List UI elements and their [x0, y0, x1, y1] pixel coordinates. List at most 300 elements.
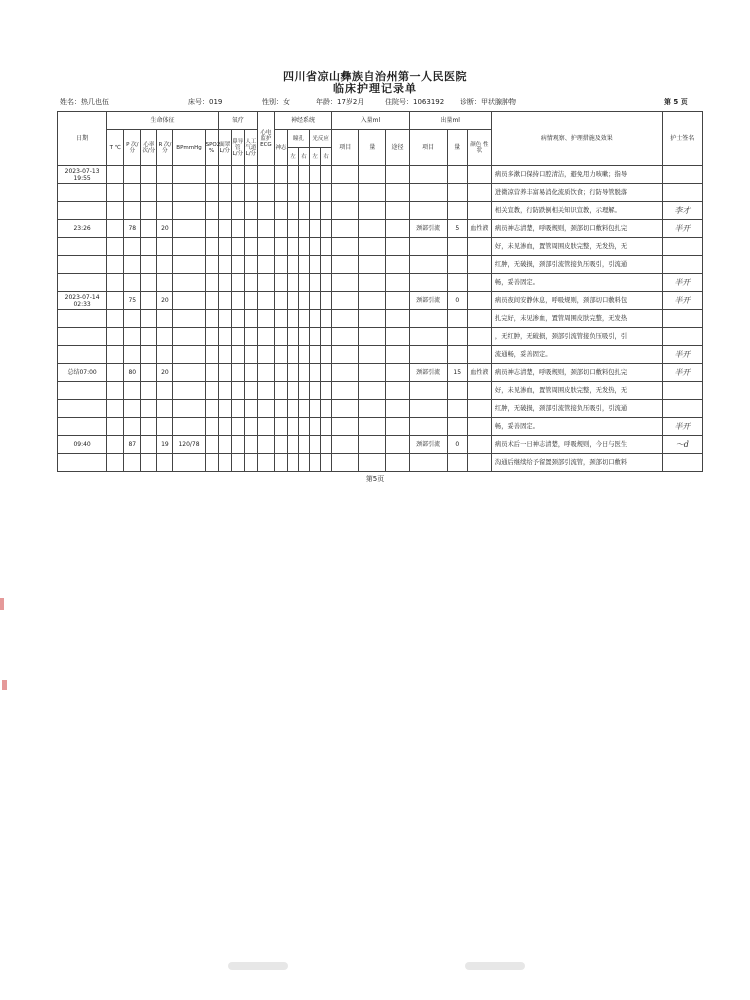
- bp-cell: [173, 202, 205, 220]
- output-color-cell: [467, 166, 491, 184]
- output-amount-cell: [447, 328, 467, 346]
- intake-amount-cell: [359, 310, 386, 328]
- heart-rate-cell: [141, 220, 157, 238]
- output-item-cell: [409, 238, 447, 256]
- mask-cell: [218, 418, 231, 436]
- table-row: [58, 310, 703, 328]
- spo2-cell: [205, 400, 218, 418]
- nurse-signature: 半开: [662, 418, 702, 436]
- reflex-right-cell: [321, 166, 332, 184]
- col-intake: 入量ml: [332, 112, 409, 130]
- pulse-cell: [124, 184, 141, 202]
- output-color-cell: [467, 436, 491, 454]
- intake-amount-cell: [359, 382, 386, 400]
- intake-route-cell: [386, 454, 409, 472]
- heart-rate-cell: [141, 256, 157, 274]
- intake-item-cell: [332, 202, 359, 220]
- resp-cell: [157, 346, 173, 364]
- output-color-cell: [467, 400, 491, 418]
- bp-cell: [173, 418, 205, 436]
- intake-item-cell: [332, 292, 359, 310]
- col-reflex-left: 左: [310, 148, 321, 166]
- consciousness-cell: [274, 310, 287, 328]
- nurse-signature: [662, 256, 702, 274]
- output-item-cell: [409, 454, 447, 472]
- consciousness-cell: [274, 436, 287, 454]
- intake-amount-cell: [359, 274, 386, 292]
- output-color-cell: [467, 328, 491, 346]
- record-time: 09:40: [73, 441, 91, 448]
- admission-number: 住院号：1063192: [385, 98, 445, 106]
- bp-cell: [173, 220, 205, 238]
- intake-item-cell: [332, 184, 359, 202]
- bp-cell: [173, 382, 205, 400]
- table-row: [58, 166, 703, 184]
- record-time: 02:33: [73, 300, 91, 308]
- observation-cell: 相关宣教，行防跌倒相关知识宣教，示理解。: [491, 202, 662, 220]
- temp-cell: [107, 436, 124, 454]
- temp-cell: [107, 328, 124, 346]
- date-cell: [58, 238, 107, 256]
- output-color-cell: [467, 346, 491, 364]
- airway-cell: [244, 436, 257, 454]
- nurse-signature: [662, 328, 702, 346]
- output-item-cell: [409, 256, 447, 274]
- pupil-left-cell: [287, 364, 298, 382]
- date-cell: [58, 310, 107, 328]
- airway-cell: [244, 166, 257, 184]
- pulse-cell: [124, 400, 141, 418]
- mask-cell: [218, 184, 231, 202]
- reflex-left-cell: [310, 166, 321, 184]
- output-item-cell: [409, 310, 447, 328]
- nasal-cell: [231, 292, 244, 310]
- output-amount-cell: [447, 256, 467, 274]
- temp-cell: [107, 400, 124, 418]
- heart-rate-cell: [141, 310, 157, 328]
- page-footer: 第5页: [365, 475, 385, 483]
- consciousness-cell: [274, 400, 287, 418]
- heart-rate-cell: [141, 364, 157, 382]
- table-row: [58, 418, 703, 436]
- mask-cell: [218, 364, 231, 382]
- consciousness-cell: [274, 418, 287, 436]
- col-output-item: 项目: [409, 130, 447, 166]
- intake-route-cell: [386, 292, 409, 310]
- intake-route-cell: [386, 328, 409, 346]
- pupil-left-cell: [287, 310, 298, 328]
- col-temp: T ℃: [107, 130, 124, 166]
- pupil-right-cell: [299, 436, 310, 454]
- output-amount-cell: [447, 382, 467, 400]
- intake-amount-cell: [359, 292, 386, 310]
- bp-cell: [173, 364, 205, 382]
- resp-cell: [157, 454, 173, 472]
- nurse-signature: [662, 184, 702, 202]
- nasal-cell: [231, 238, 244, 256]
- intake-route-cell: [386, 400, 409, 418]
- pupil-left-cell: [287, 238, 298, 256]
- mask-cell: [218, 292, 231, 310]
- pupil-left-cell: [287, 256, 298, 274]
- pulse-cell: [124, 382, 141, 400]
- ecg-cell: [257, 166, 274, 184]
- airway-cell: [244, 220, 257, 238]
- pulse-cell: [124, 274, 141, 292]
- ecg-cell: [257, 400, 274, 418]
- observation-cell: 红肿，无破损，颈部引流管接负压吸引，引流通: [491, 256, 662, 274]
- reflex-left-cell: [310, 220, 321, 238]
- output-color-cell: [467, 418, 491, 436]
- output-color-cell: [467, 382, 491, 400]
- pupil-left-cell: [287, 220, 298, 238]
- output-color-cell: [467, 184, 491, 202]
- date-cell: [58, 292, 107, 310]
- pupil-right-cell: [299, 346, 310, 364]
- spo2-cell: [205, 202, 218, 220]
- resp-cell: 20: [157, 220, 173, 238]
- heart-rate-cell: [141, 436, 157, 454]
- spo2-cell: [205, 238, 218, 256]
- resp-cell: [157, 418, 173, 436]
- temp-cell: [107, 166, 124, 184]
- spo2-cell: [205, 166, 218, 184]
- col-output-amount: 量: [447, 130, 467, 166]
- date-cell: [58, 328, 107, 346]
- date-cell: [58, 220, 107, 238]
- nurse-signature: 半开: [662, 274, 702, 292]
- col-ecg: 心电监护 ECG: [257, 112, 274, 166]
- diagnosis: 诊断：甲状腺肿物: [460, 98, 516, 106]
- observation-cell: 流通畅，妥善固定。: [491, 346, 662, 364]
- output-item-cell: 颈部引流: [409, 292, 447, 310]
- spo2-cell: [205, 292, 218, 310]
- patient-age: 年龄：17岁2月: [316, 98, 365, 106]
- col-pupil-left: 左: [287, 148, 298, 166]
- reflex-right-cell: [321, 184, 332, 202]
- output-amount-cell: [447, 310, 467, 328]
- ecg-cell: [257, 184, 274, 202]
- intake-item-cell: [332, 436, 359, 454]
- reflex-left-cell: [310, 418, 321, 436]
- pulse-cell: 80: [124, 364, 141, 382]
- col-consciousness: 神志: [274, 130, 287, 166]
- table-row: [58, 256, 703, 274]
- pupil-right-cell: [299, 400, 310, 418]
- output-color-cell: 血性液: [467, 220, 491, 238]
- ecg-cell: [257, 454, 274, 472]
- spo2-cell: [205, 364, 218, 382]
- reflex-right-cell: [321, 328, 332, 346]
- nurse-signature: [662, 454, 702, 472]
- temp-cell: [107, 310, 124, 328]
- reflex-left-cell: [310, 310, 321, 328]
- output-color-cell: [467, 454, 491, 472]
- mask-cell: [218, 166, 231, 184]
- nasal-cell: [231, 436, 244, 454]
- pupil-left-cell: [287, 382, 298, 400]
- output-item-cell: [409, 346, 447, 364]
- resp-cell: [157, 310, 173, 328]
- intake-route-cell: [386, 364, 409, 382]
- intake-item-cell: [332, 256, 359, 274]
- pulse-cell: [124, 346, 141, 364]
- consciousness-cell: [274, 364, 287, 382]
- heart-rate-cell: [141, 184, 157, 202]
- consciousness-cell: [274, 202, 287, 220]
- observation-cell: 扎完好，未见渗血，置管周围皮肤完整，无发热: [491, 310, 662, 328]
- col-vital-signs: 生命体征: [107, 112, 219, 130]
- ecg-cell: [257, 346, 274, 364]
- heart-rate-cell: [141, 400, 157, 418]
- page-number: 第 5 页: [664, 98, 688, 106]
- table-row: [58, 328, 703, 346]
- record-date: 2023-07-13: [64, 167, 100, 175]
- reflex-right-cell: [321, 310, 332, 328]
- mask-cell: [218, 310, 231, 328]
- output-amount-cell: [447, 346, 467, 364]
- airway-cell: [244, 346, 257, 364]
- reflex-left-cell: [310, 292, 321, 310]
- airway-cell: [244, 454, 257, 472]
- table-row: [58, 202, 703, 220]
- table-row: [58, 400, 703, 418]
- spo2-cell: [205, 418, 218, 436]
- mask-cell: [218, 400, 231, 418]
- pupil-right-cell: [299, 220, 310, 238]
- output-amount-cell: [447, 274, 467, 292]
- output-item-cell: [409, 382, 447, 400]
- output-amount-cell: 15: [447, 364, 467, 382]
- intake-amount-cell: [359, 436, 386, 454]
- output-amount-cell: [447, 418, 467, 436]
- scan-mark: [2, 680, 7, 690]
- nasal-cell: [231, 166, 244, 184]
- consciousness-cell: [274, 346, 287, 364]
- pulse-cell: [124, 202, 141, 220]
- date-cell: [58, 382, 107, 400]
- date-cell: [58, 400, 107, 418]
- table-row: [58, 238, 703, 256]
- table-header: [58, 112, 703, 166]
- spo2-cell: [205, 346, 218, 364]
- table-row: [58, 220, 703, 238]
- resp-cell: 20: [157, 364, 173, 382]
- intake-item-cell: [332, 454, 359, 472]
- resp-cell: [157, 382, 173, 400]
- output-amount-cell: 5: [447, 220, 467, 238]
- intake-route-cell: [386, 256, 409, 274]
- consciousness-cell: [274, 454, 287, 472]
- ecg-cell: [257, 220, 274, 238]
- temp-cell: [107, 220, 124, 238]
- observation-cell: ，无红肿，无破损，颈部引流管接负压吸引，引: [491, 328, 662, 346]
- nasal-cell: [231, 364, 244, 382]
- table-row: [58, 274, 703, 292]
- table-body: [58, 166, 703, 472]
- intake-item-cell: [332, 328, 359, 346]
- resp-cell: [157, 328, 173, 346]
- mask-cell: [218, 220, 231, 238]
- pupil-right-cell: [299, 418, 310, 436]
- ecg-cell: [257, 328, 274, 346]
- output-item-cell: [409, 328, 447, 346]
- table-row: [58, 184, 703, 202]
- temp-cell: [107, 202, 124, 220]
- reflex-left-cell: [310, 274, 321, 292]
- output-item-cell: 颈部引流: [409, 364, 447, 382]
- ecg-cell: [257, 274, 274, 292]
- col-output-color: 颜色 性状: [467, 130, 491, 166]
- col-mask: 面罩 L/分: [218, 130, 231, 166]
- spo2-cell: [205, 310, 218, 328]
- pupil-right-cell: [299, 382, 310, 400]
- intake-amount-cell: [359, 400, 386, 418]
- pupil-left-cell: [287, 328, 298, 346]
- airway-cell: [244, 400, 257, 418]
- intake-amount-cell: [359, 238, 386, 256]
- mask-cell: [218, 346, 231, 364]
- ecg-cell: [257, 310, 274, 328]
- nasal-cell: [231, 202, 244, 220]
- reflex-left-cell: [310, 256, 321, 274]
- col-spo2: SPO2 %: [205, 130, 218, 166]
- table-row: [58, 454, 703, 472]
- nurse-signature: [662, 238, 702, 256]
- spo2-cell: [205, 382, 218, 400]
- pupil-left-cell: [287, 418, 298, 436]
- pupil-left-cell: [287, 166, 298, 184]
- pupil-right-cell: [299, 166, 310, 184]
- ecg-cell: [257, 436, 274, 454]
- date-cell: [58, 166, 107, 184]
- output-color-cell: [467, 256, 491, 274]
- observation-cell: 畅，妥善固定。: [491, 418, 662, 436]
- nasal-cell: [231, 328, 244, 346]
- intake-amount-cell: [359, 454, 386, 472]
- bp-cell: [173, 454, 205, 472]
- output-item-cell: 颈部引流: [409, 436, 447, 454]
- resp-cell: [157, 400, 173, 418]
- reflex-left-cell: [310, 364, 321, 382]
- ecg-cell: [257, 292, 274, 310]
- record-time: 总结07:00: [67, 369, 97, 376]
- intake-amount-cell: [359, 202, 386, 220]
- nasal-cell: [231, 382, 244, 400]
- bp-cell: [173, 400, 205, 418]
- pupil-right-cell: [299, 310, 310, 328]
- reflex-right-cell: [321, 454, 332, 472]
- bp-cell: 120/78: [173, 436, 205, 454]
- observation-cell: 病员神志清楚，呼吸规则，颈部切口敷料包扎完: [491, 364, 662, 382]
- nurse-signature: [662, 310, 702, 328]
- table-row: [58, 346, 703, 364]
- output-amount-cell: [447, 184, 467, 202]
- resp-cell: [157, 256, 173, 274]
- nurse-signature: [662, 400, 702, 418]
- intake-item-cell: [332, 364, 359, 382]
- resp-cell: [157, 238, 173, 256]
- intake-route-cell: [386, 202, 409, 220]
- output-item-cell: [409, 166, 447, 184]
- consciousness-cell: [274, 382, 287, 400]
- output-amount-cell: [447, 238, 467, 256]
- ecg-cell: [257, 256, 274, 274]
- airway-cell: [244, 256, 257, 274]
- col-intake-amount: 量: [359, 130, 386, 166]
- ecg-cell: [257, 364, 274, 382]
- col-pupil-right: 右: [299, 148, 310, 166]
- nurse-signature: 半开: [662, 346, 702, 364]
- output-color-cell: [467, 310, 491, 328]
- observation-cell: 沟通后继续给予留置颈部引流管，颈部切口敷料: [491, 454, 662, 472]
- nasal-cell: [231, 256, 244, 274]
- intake-route-cell: [386, 382, 409, 400]
- bp-cell: [173, 166, 205, 184]
- mask-cell: [218, 328, 231, 346]
- pupil-right-cell: [299, 274, 310, 292]
- output-color-cell: [467, 238, 491, 256]
- temp-cell: [107, 364, 124, 382]
- pupil-left-cell: [287, 184, 298, 202]
- spo2-cell: [205, 454, 218, 472]
- bp-cell: [173, 346, 205, 364]
- temp-cell: [107, 184, 124, 202]
- nurse-signature: ～d: [662, 436, 702, 454]
- ecg-cell: [257, 238, 274, 256]
- col-intake-item: 项目: [332, 130, 359, 166]
- nursing-record-table: [57, 111, 703, 472]
- pupil-right-cell: [299, 364, 310, 382]
- heart-rate-cell: [141, 346, 157, 364]
- date-cell: [58, 436, 107, 454]
- ecg-cell: [257, 382, 274, 400]
- temp-cell: [107, 292, 124, 310]
- bp-cell: [173, 328, 205, 346]
- nasal-cell: [231, 310, 244, 328]
- intake-item-cell: [332, 310, 359, 328]
- intake-amount-cell: [359, 184, 386, 202]
- col-pulse: P 次/分: [124, 130, 141, 166]
- ecg-cell: [257, 418, 274, 436]
- pulse-cell: [124, 454, 141, 472]
- col-airway: 人工气道 L/分: [244, 130, 257, 166]
- nurse-signature: 半开: [662, 292, 702, 310]
- intake-route-cell: [386, 436, 409, 454]
- spo2-cell: [205, 184, 218, 202]
- bp-cell: [173, 184, 205, 202]
- intake-item-cell: [332, 346, 359, 364]
- nurse-signature: 李才: [662, 202, 702, 220]
- mask-cell: [218, 274, 231, 292]
- intake-amount-cell: [359, 418, 386, 436]
- reflex-right-cell: [321, 436, 332, 454]
- pulse-cell: [124, 238, 141, 256]
- nasal-cell: [231, 454, 244, 472]
- intake-amount-cell: [359, 220, 386, 238]
- bp-cell: [173, 238, 205, 256]
- output-amount-cell: 0: [447, 292, 467, 310]
- reflex-left-cell: [310, 400, 321, 418]
- table-row: [58, 292, 703, 310]
- nurse-signature: 半开: [662, 220, 702, 238]
- pupil-right-cell: [299, 238, 310, 256]
- date-cell: [58, 274, 107, 292]
- intake-amount-cell: [359, 256, 386, 274]
- date-cell: [58, 418, 107, 436]
- reflex-left-cell: [310, 184, 321, 202]
- intake-route-cell: [386, 238, 409, 256]
